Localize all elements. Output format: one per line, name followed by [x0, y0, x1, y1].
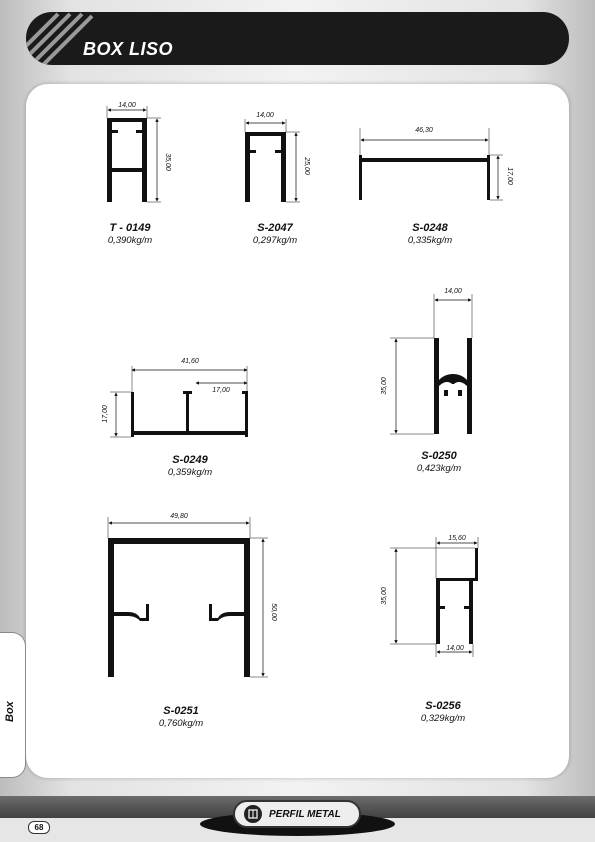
profile-code: T - 0149	[109, 222, 151, 234]
profile-code: S-0251	[163, 705, 199, 717]
dim-s0256-height: 35,00	[381, 587, 388, 605]
dim-s0256-width-top: 15,60	[448, 535, 466, 542]
dim-s0251-height: 50,00	[270, 603, 277, 621]
dim-s0249-inner: 17,00	[212, 387, 230, 394]
profile-s0251-drawing	[108, 517, 268, 677]
profile-weight: 0,760kg/m	[158, 718, 204, 729]
profile-code: S-2047	[257, 222, 293, 234]
profile-code: S-0250	[421, 450, 457, 462]
profile-s0256-drawing	[390, 537, 478, 657]
dim-t0149-width: 14,00	[118, 102, 136, 109]
dim-s0251-width: 49,80	[170, 513, 188, 520]
profile-weight: 0,390kg/m	[107, 235, 153, 246]
dim-s2047-height: 25,00	[303, 157, 310, 175]
page-title: BOX LISO	[83, 39, 174, 59]
profile-weight: 0,335kg/m	[407, 235, 453, 246]
dim-s0249-width: 41,60	[181, 358, 199, 365]
profile-s0249-drawing	[110, 366, 248, 437]
profile-code: S-0248	[412, 222, 448, 234]
brand-logo-icon	[244, 805, 262, 823]
profile-s2047-drawing	[245, 119, 300, 202]
profile-s0248-drawing	[359, 128, 503, 200]
brand-name: PERFIL METAL	[269, 809, 341, 820]
profile-weight: 0,329kg/m	[420, 713, 466, 724]
profile-t0149-drawing	[107, 106, 161, 202]
page-number: 68	[28, 821, 50, 834]
dim-s0250-width: 14,00	[444, 288, 462, 295]
dim-t0149-height: 35,00	[164, 153, 171, 171]
dim-s0249-height: 17,00	[102, 405, 109, 423]
dim-s2047-width: 14,00	[256, 112, 274, 119]
dim-s0248-width: 46,30	[415, 127, 433, 134]
side-tab-label: Box	[4, 701, 16, 722]
dim-s0256-width-bottom: 14,00	[446, 645, 464, 652]
profile-code: S-0256	[425, 700, 461, 712]
dim-s0248-height: 17,00	[506, 167, 513, 185]
profile-s0250-drawing	[390, 294, 472, 434]
profile-weight: 0,423kg/m	[416, 463, 462, 474]
profile-weight: 0,359kg/m	[167, 467, 213, 478]
dim-s0250-height: 35,00	[381, 377, 388, 395]
profile-weight: 0,297kg/m	[252, 235, 298, 246]
profile-code: S-0249	[172, 454, 208, 466]
